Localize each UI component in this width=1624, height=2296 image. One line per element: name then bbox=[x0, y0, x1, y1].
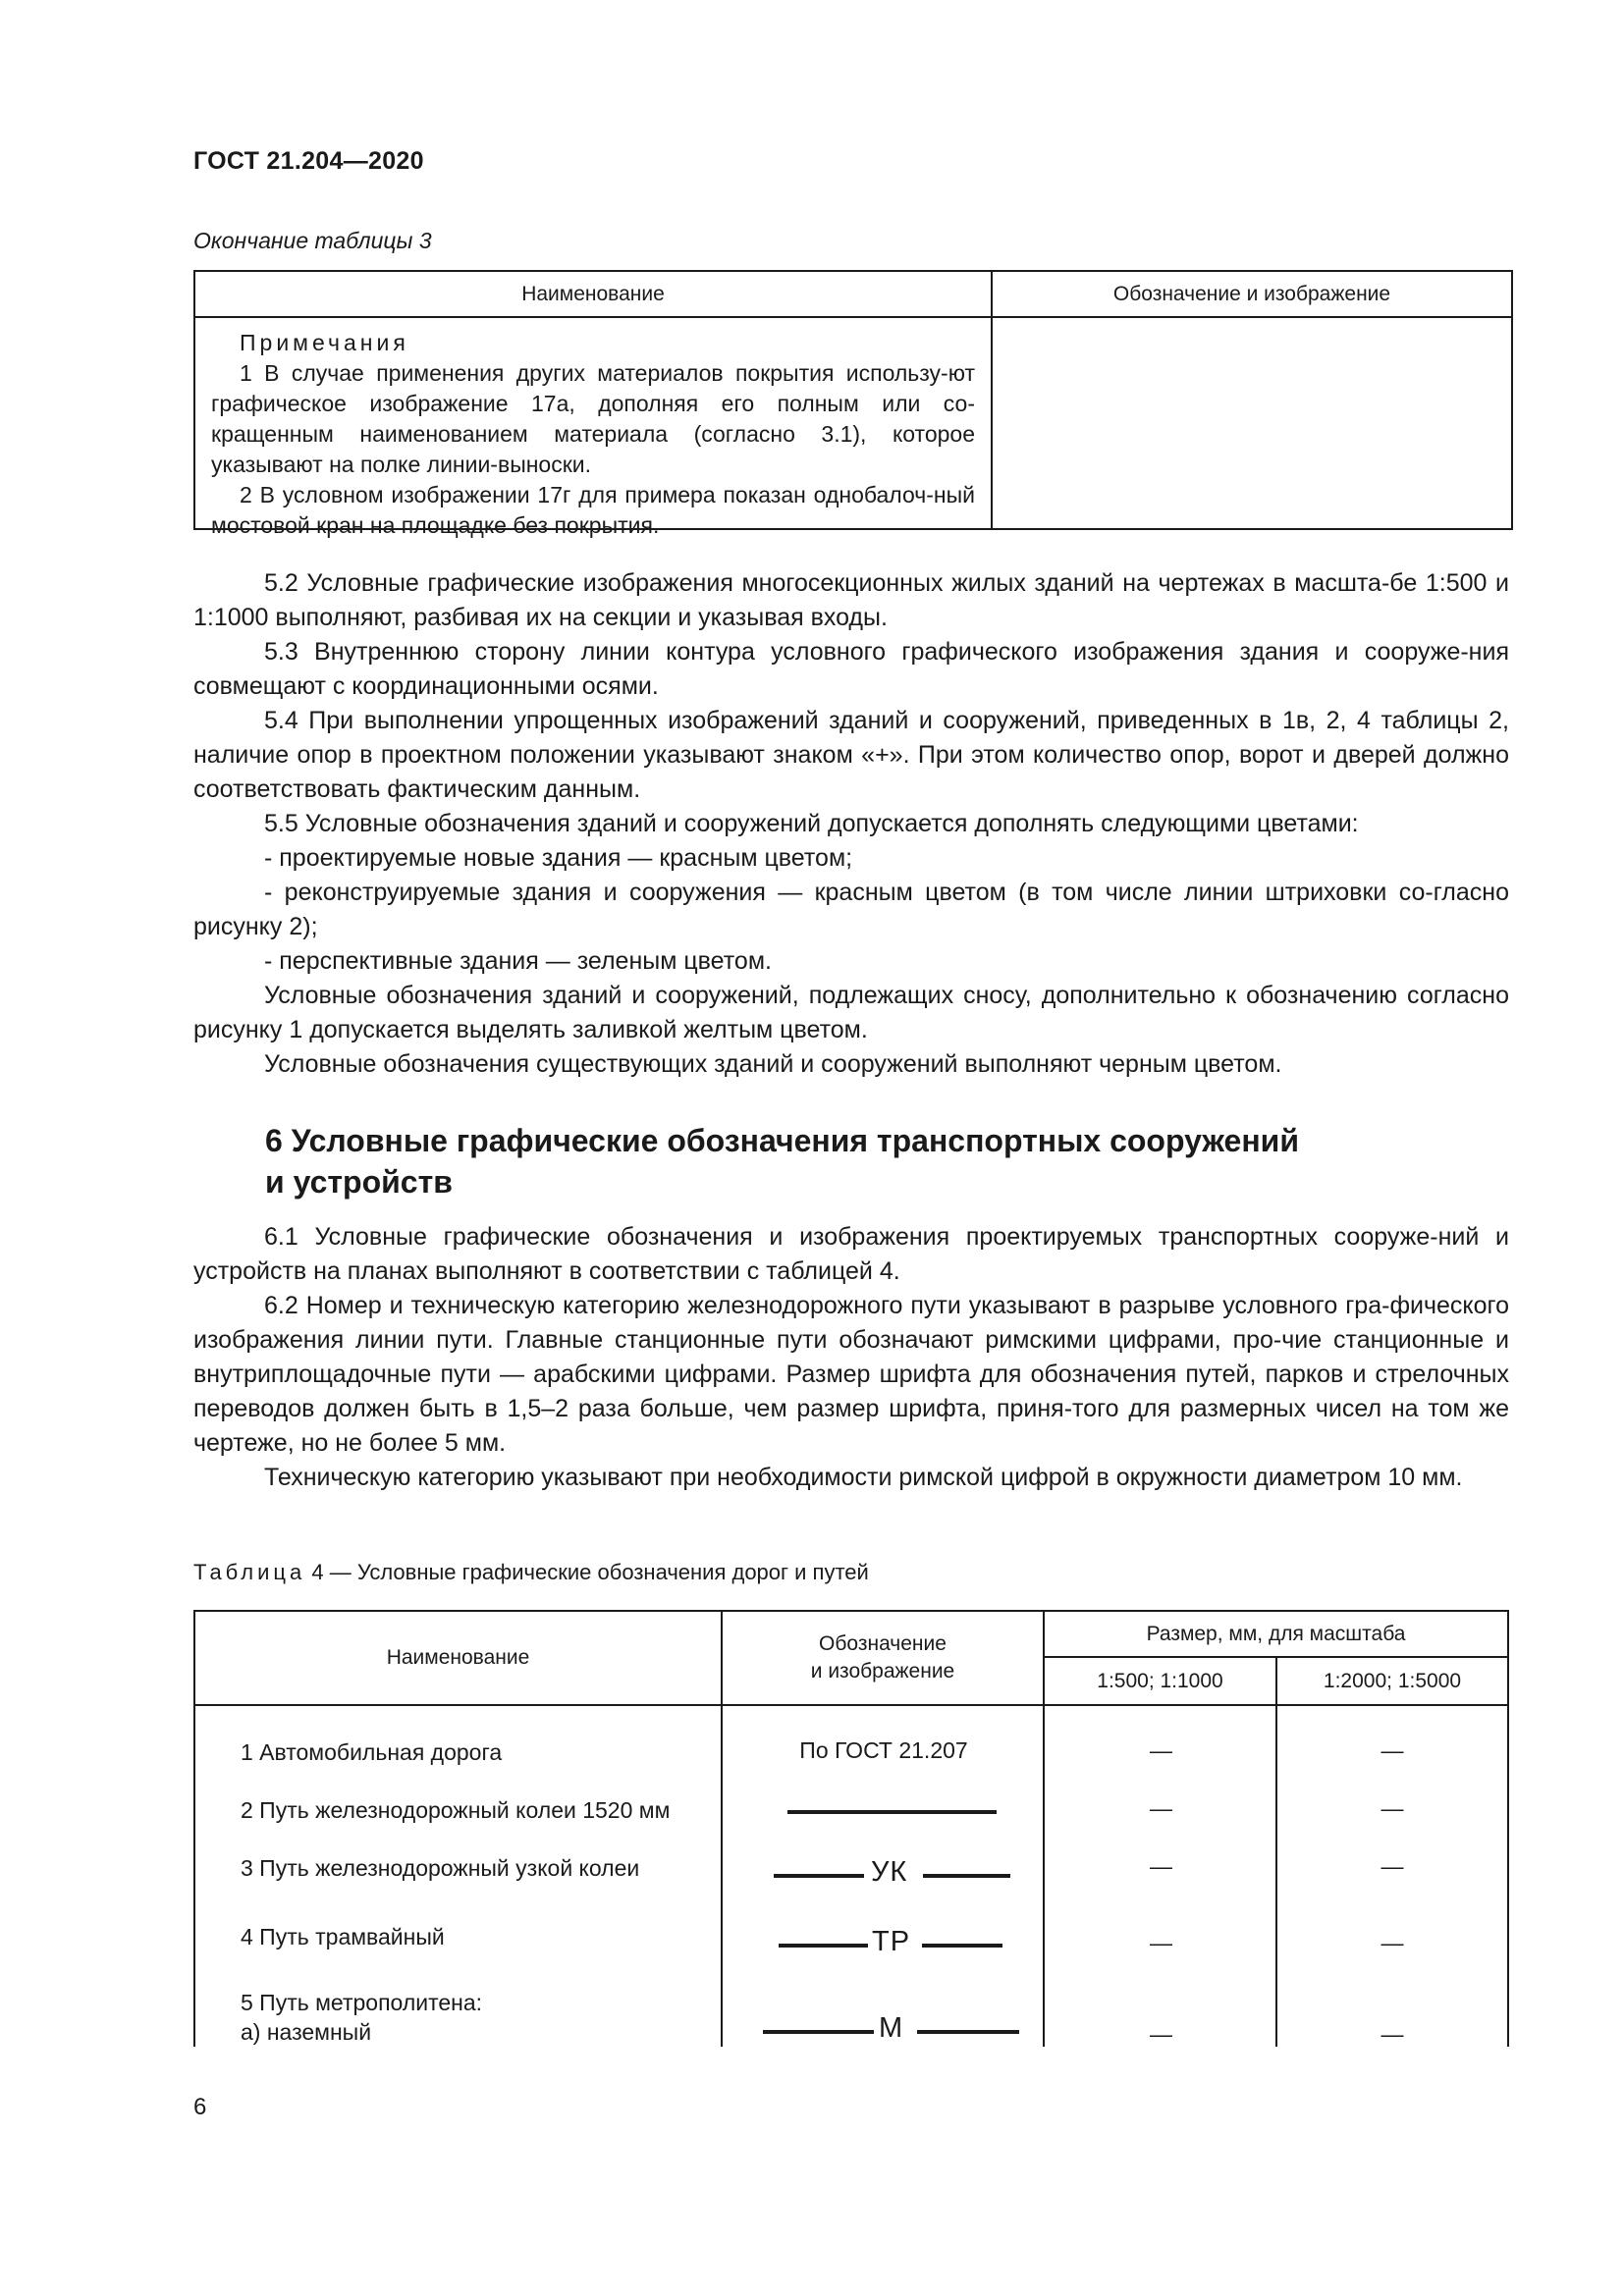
list-item-prospective: - перспективные здания — зеленым цветом. bbox=[264, 947, 772, 975]
section6-title-line2: и устройств bbox=[265, 1164, 453, 1200]
metro-label: М bbox=[879, 2012, 904, 2044]
narrow-gauge-line-right bbox=[923, 1874, 1010, 1878]
table3-header-row bbox=[195, 272, 1511, 316]
table4-header-symbol-line1: Обозначение bbox=[819, 1632, 947, 1655]
row-value-scale2: — bbox=[1380, 1737, 1404, 1763]
paragraph-5-2: 5.2 Условные графические изображения многосекционных жилых зданий на чертежах в масшта-бе 1:500 и 1:1000 выполняют, разбивая их на секции и указывая входы. bbox=[193, 569, 1509, 631]
tram-label: ТР bbox=[872, 1926, 911, 1957]
table3 bbox=[193, 270, 1513, 538]
paragraph-5-3: 5.3 Внутреннюю сторону линии контура условного графического изображения здания и сооруже-ния совмещают с координационными осями. bbox=[193, 638, 1509, 700]
table3-symbol-cell bbox=[993, 318, 1511, 528]
row-value-scale1: — bbox=[1150, 2021, 1172, 2047]
railway-1520-line-symbol bbox=[787, 1810, 997, 1814]
list-item-new-buildings: - проектируемые новые здания — красным цветом; bbox=[264, 844, 853, 872]
table3-header-symbol: Обозначение и изображение bbox=[1112, 282, 1391, 305]
tram-line-left bbox=[779, 1944, 868, 1948]
narrow-gauge-line-left bbox=[774, 1874, 864, 1878]
list-item-reconstructed: - реконструируемые здания и сооружения — красным цветом (в том числе линии штриховки со-гласно рисунку 2); bbox=[193, 879, 1509, 940]
row-name: 3 Путь железнодорожный узкой колеи bbox=[241, 1855, 640, 1881]
row-value-scale1: — bbox=[1150, 1930, 1172, 1955]
table4-header bbox=[195, 1612, 1507, 1706]
notes-title: Примечания bbox=[240, 330, 409, 355]
table4-header-name: Наименование bbox=[195, 1612, 723, 1704]
row-value-scale2: — bbox=[1380, 2021, 1404, 2047]
row-name: 2 Путь железнодорожный колеи 1520 мм bbox=[241, 1797, 671, 1823]
section6-title-line1: 6 Условные графические обозначения транспортных сооружений bbox=[265, 1123, 1300, 1158]
table3-notes-row bbox=[195, 316, 1511, 538]
paragraph-6-2: 6.2 Номер и техническую категорию железнодорожного пути указывают в разрыве условного гра-фического изображения линии пути. Главные станционные пути обозначают римскими цифрами, про-чие станционные и внутриплощадочные пути — арабскими цифрами. Размер шрифта для обозначения путей, парков и стрелочных переводов должен быть в 1,5–2 раза больше, чем размер шрифта, приня-того для размерных чисел на том же чертеже, но не более 5 мм. bbox=[193, 1292, 1509, 1457]
paragraph-5-5: 5.5 Условные обозначения зданий и сооружений допускается дополнять следующими цветами: bbox=[264, 810, 1359, 837]
paragraph-demolition: Условные обозначения зданий и сооружений, подлежащих сносу, дополнительно к обозначению согласно рисунку 1 допускается выделять заливкой желтым цветом. bbox=[193, 982, 1509, 1043]
row-value-scale1: — bbox=[1150, 1737, 1172, 1763]
table4-caption-label: Таблица bbox=[193, 1560, 306, 1584]
table4-caption-text: 4 — Условные графические обозначения дорог и путей bbox=[305, 1560, 869, 1584]
table4-header-scale2: 1:2000; 1:5000 bbox=[1323, 1669, 1462, 1692]
table4-header-scale1: 1:500; 1:1000 bbox=[1045, 1658, 1277, 1704]
table4-header-size: Размер, мм, для масштаба bbox=[1045, 1612, 1507, 1658]
table4-header-symbol-line2: и изображение bbox=[810, 1660, 955, 1682]
table4-caption bbox=[193, 1560, 869, 1585]
table4 bbox=[193, 1610, 1509, 2047]
note-2: 2 В условном изображении 17г для примера показан однобалоч-ный мостовой кран на площадке без покрытия. bbox=[211, 482, 975, 538]
row-symbol-text: По ГОСТ 21.207 bbox=[799, 1737, 968, 1763]
row-name-main: 5 Путь метрополитена: bbox=[241, 1990, 483, 2015]
row-value-scale2: — bbox=[1380, 1930, 1404, 1955]
paragraph-6-1: 6.1 Условные графические обозначения и изображения проектируемых транспортных сооруже-ний и устройств на планах выполняют в соответствии с таблицей 4. bbox=[193, 1223, 1509, 1285]
section5-text bbox=[193, 566, 1509, 1082]
row-name bbox=[241, 1988, 482, 2047]
table4-header-symbol bbox=[723, 1612, 1045, 1704]
table3-continuation-caption: Окончание таблицы 3 bbox=[193, 228, 432, 253]
section6-text bbox=[193, 1220, 1509, 1495]
row-value-scale2: — bbox=[1380, 1795, 1404, 1821]
row-value-scale2: — bbox=[1380, 1853, 1404, 1879]
tram-line-right bbox=[922, 1944, 1002, 1948]
metro-line-right bbox=[917, 2030, 1019, 2034]
row-name: 1 Автомобильная дорога bbox=[241, 1739, 503, 1765]
page-number: 6 bbox=[193, 2094, 207, 2120]
document-number: ГОСТ 21.204—2020 bbox=[193, 147, 424, 175]
paragraph-5-4: 5.4 При выполнении упрощенных изображений зданий и сооружений, приведенных в 1в, 2, 4 таблицы 2, наличие опор в проектном положении указывают знаком «+». При этом количество опор, ворот и дверей должно соответствовать фактическим данным. bbox=[193, 707, 1509, 803]
table3-notes-cell bbox=[195, 318, 993, 538]
note-1: 1 В случае применения других материалов покрытия использу-ют графическое изображение 17а, дополняя его полным или со-кращенным наименованием материала (согласно 3.1), которое указывают на полке линии-выноски. bbox=[211, 360, 975, 477]
row-name: 4 Путь трамвайный bbox=[241, 1924, 445, 1949]
table3-header-name: Наименование bbox=[195, 272, 993, 316]
row-name-sub: а) наземный bbox=[241, 2019, 372, 2045]
narrow-gauge-label: УК bbox=[871, 1856, 908, 1888]
paragraph-existing: Условные обозначения существующих зданий и сооружений выполняют черным цветом. bbox=[264, 1050, 1282, 1078]
row-value-scale1: — bbox=[1150, 1795, 1172, 1821]
row-value-scale1: — bbox=[1150, 1853, 1172, 1879]
section6-heading bbox=[265, 1120, 1394, 1202]
paragraph-category: Техническую категорию указывают при необходимости римской цифрой в окружности диаметром 10 мм. bbox=[264, 1464, 1463, 1491]
metro-line-left bbox=[763, 2030, 874, 2034]
